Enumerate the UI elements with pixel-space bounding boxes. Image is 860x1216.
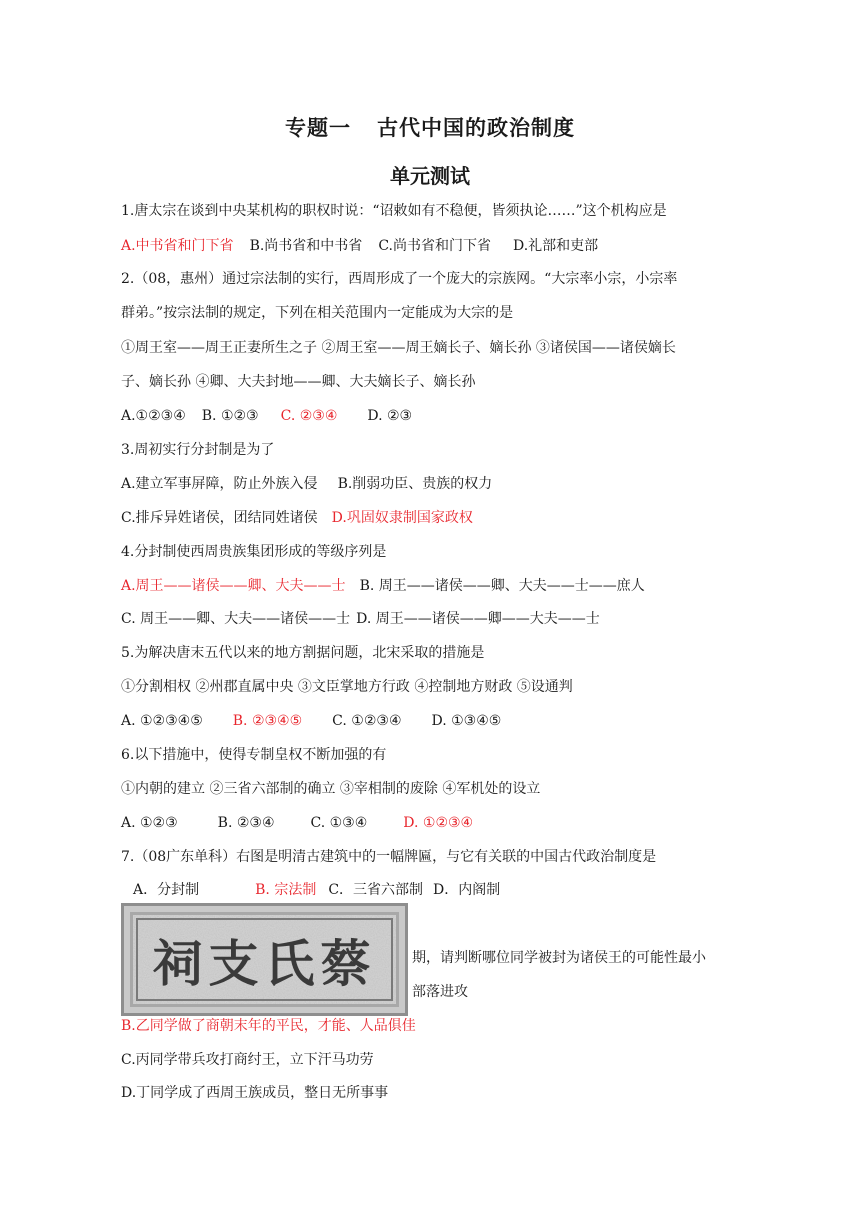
- q5-option-d: D. ①③④⑤: [431, 713, 502, 729]
- title-topic-number: 专题一: [285, 116, 351, 140]
- q7-option-d: D．内阁制: [433, 882, 501, 898]
- q5-stem: 5.为解决唐末五代以来的地方割据问题，北宋采取的措施是: [121, 645, 485, 661]
- q3-option-d: D.巩固奴隶制国家政权: [331, 510, 473, 526]
- q3-option-a: A.建立军事屏障，防止外族入侵: [121, 476, 318, 492]
- q6-option-d: D. ①②③④: [403, 815, 474, 831]
- q3-options-row2: [121, 508, 473, 528]
- q5-option-a: A. ①②③④⑤: [121, 713, 203, 729]
- q2-stem-line2: 群弟。”按宗法制的规定，下列在相关范围内一定能成为大宗的是: [121, 305, 514, 321]
- q6-stem: 6.以下措施中，使得专制皇权不断加强的有: [121, 747, 387, 763]
- q4-stem: 4.分封制使西周贵族集团形成的等级序列是: [121, 544, 387, 560]
- q7-option-c: C．三省六部制: [328, 882, 424, 898]
- q8-option-a-fragment: 部落进攻: [412, 984, 468, 1000]
- q8-option-b: B.乙同学做了商朝末年的平民，才能、人品俱佳: [121, 1018, 416, 1034]
- q2-stem-line1: 2.（08，惠州）通过宗法制的实行，西周形成了一个庞大的宗族网。“大宗率小宗，小宗率: [121, 271, 678, 287]
- q5-option-c: C. ①②③④: [332, 713, 402, 729]
- q3-option-c: C.排斥异姓诸侯，团结同姓诸侯: [121, 510, 318, 526]
- q1-option-c: C.尚书省和门下省: [378, 238, 491, 254]
- q2-items-line1: ①周王室——周王正妻所生之子 ②周王室——周王嫡长子、嫡长孙 ③诸侯国——诸侯嫡长: [121, 340, 676, 356]
- page-subtitle: 单元测试: [390, 164, 470, 188]
- q1-option-b: B.尚书省和中书省: [249, 238, 363, 254]
- q4-option-b: B. 周王——诸侯——卿、大夫——士——庶人: [359, 578, 645, 594]
- q8-stem-fragment: 期，请判断哪位同学被封为诸侯王的可能性最小: [412, 950, 706, 966]
- q1-option-a: A.中书省和门下省: [121, 238, 234, 254]
- q2-option-d: D. ②③: [367, 408, 413, 424]
- q3-option-b: B.削弱功臣、贵族的权力: [337, 476, 493, 492]
- q1-option-d: D.礼部和吏部: [512, 238, 599, 254]
- q3-options-row1: [121, 474, 492, 494]
- q6-options: [121, 813, 473, 833]
- q4-options-row2: [121, 609, 600, 629]
- q8-option-d: D.丁同学成了西周王族成员，整日无所事事: [121, 1085, 389, 1101]
- plaque-image: [121, 903, 408, 1016]
- q2-option-c: C. ②③④: [280, 408, 338, 424]
- q8-option-c: C.丙同学带兵攻打商纣王，立下汗马功劳: [121, 1052, 374, 1068]
- q2-items-line2: 子、嫡长孙 ④卿、大夫封地——卿、大夫嫡长子、嫡长孙: [121, 374, 476, 390]
- q7-option-b: B. 宗法制: [255, 882, 317, 898]
- q4-option-c: C. 周王——卿、大夫——诸侯——士: [121, 611, 351, 627]
- title-topic-name: 古代中国的政治制度: [377, 116, 575, 140]
- q1-options: [121, 236, 598, 256]
- q6-option-b: B. ②③④: [217, 815, 275, 831]
- q7-stem: 7.（08广东单科）右图是明清古建筑中的一幅牌匾，与它有关联的中国古代政治制度是: [121, 849, 657, 865]
- q2-options: [121, 406, 412, 426]
- page-title: [0, 112, 860, 142]
- q6-option-c: C. ①③④: [310, 815, 368, 831]
- q6-option-a: A. ①②③: [121, 815, 178, 831]
- q4-options-row1: [121, 576, 645, 596]
- q5-option-b: B. ②③④⑤: [232, 713, 303, 729]
- q7-option-a: A．分封制: [133, 882, 200, 898]
- q7-options: [133, 880, 500, 900]
- q5-options: [121, 711, 501, 731]
- q4-option-d: D. 周王——诸侯——卿——大夫——士: [356, 611, 600, 627]
- q4-option-a: A.周王——诸侯——卿、大夫——士: [121, 578, 346, 594]
- q2-option-b: B. ①②③: [201, 408, 259, 424]
- q2-option-a: A.①②③④: [121, 408, 186, 424]
- q3-stem: 3.周初实行分封制是为了: [121, 442, 275, 458]
- plaque-text: 祠支氏蔡: [152, 934, 377, 993]
- q1-stem: 1.唐太宗在谈到中央某机构的职权时说：“诏敕如有不稳便，皆须执论……”这个机构应是: [121, 203, 667, 219]
- q6-items: ①内朝的建立 ②三省六部制的确立 ③宰相制的废除 ④军机处的设立: [121, 781, 541, 797]
- q5-items: ①分割相权 ②州郡直属中央 ③文臣掌地方行政 ④控制地方财政 ⑤设通判: [121, 679, 573, 695]
